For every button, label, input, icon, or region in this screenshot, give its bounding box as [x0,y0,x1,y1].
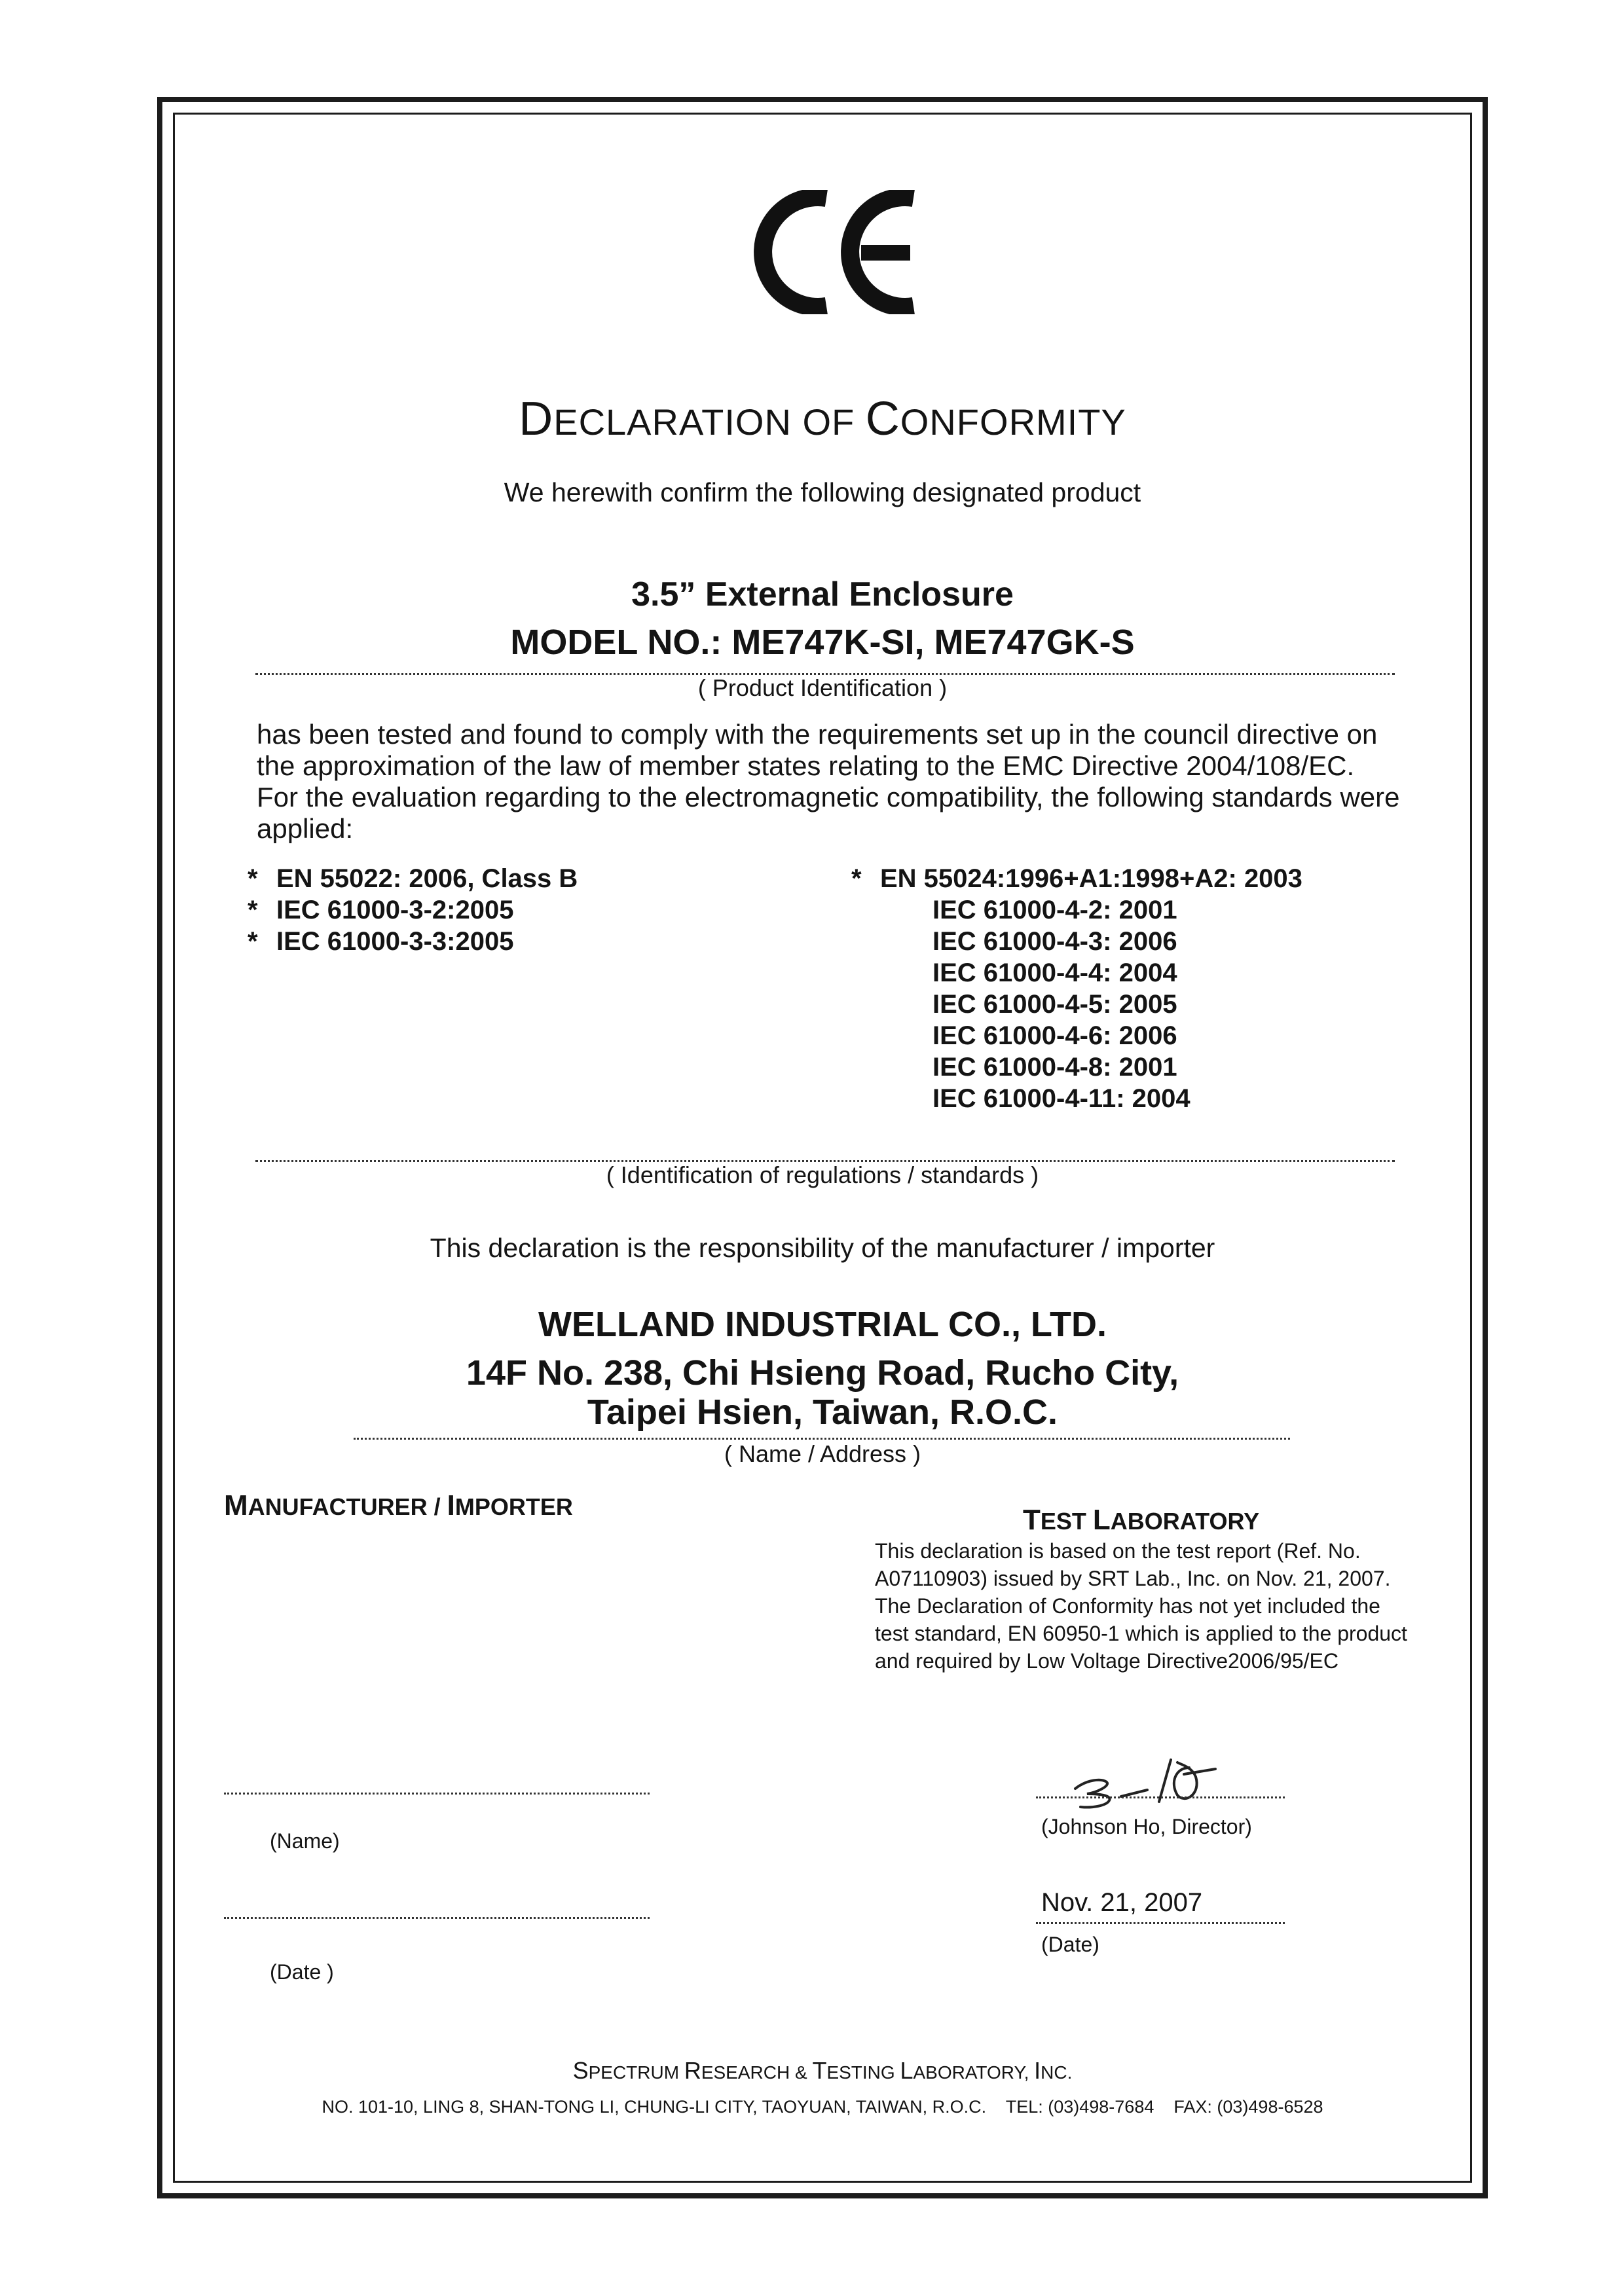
director-signature-line [1036,1796,1285,1798]
ce-mark-icon [753,190,923,314]
director-name: (Johnson Ho, Director) [1041,1815,1252,1838]
standards-right-list [851,863,1302,1114]
director-signature [1061,1748,1244,1813]
date-signature-line [224,1917,650,1919]
compliance-paragraph [257,719,1422,843]
statement-line: test standard, EN 60950-1 which is applied to the product [875,1622,1407,1645]
standard-item: * EN 55024:1996+A1:1998+A2: 2003 [851,864,1302,893]
standard-item: IEC 61000-4-4: 2004 [932,958,1177,987]
standard-item: * EN 55022: 2006, Class B [248,864,578,893]
statement-line: A07110903) issued by SRT Lab., Inc. on Nov. 21, 2007. [875,1567,1391,1590]
manufacturer-address-line1: 14F No. 238, Chi Hsieng Road, Rucho City, [466,1353,1179,1393]
compliance-line: has been tested and found to comply with the requirements set up in the council directive on [257,719,1378,750]
document-title: DECLARATION OF CONFORMITY [519,393,1126,445]
manufacturer-address-line2: Taipei Hsien, Taiwan, R.O.C. [587,1393,1058,1432]
intro-text: We herewith confirm the following designated product [504,477,1141,507]
standards-left-list [248,863,578,957]
footer-lab-name: SPECTRUM RESEARCH & TESTING LABORATORY, INC. [572,2057,1073,2084]
manufacturer-name: WELLAND INDUSTRIAL CO., LTD. [538,1305,1107,1344]
test-laboratory-heading: TEST LABORATORY [1023,1504,1260,1536]
manufacturer-importer-heading: MANUFACTURER / IMPORTER [224,1489,573,1522]
name-label: (Name) [270,1829,340,1853]
standard-item: * IEC 61000-3-2:2005 [248,896,514,924]
test-report-statement [875,1537,1464,1675]
test-lab-date: Nov. 21, 2007 [1041,1888,1203,1917]
footer-tel: TEL: (03)498-7684 [1005,2097,1154,2117]
statement-line: The Declaration of Conformity has not yet included the [875,1594,1380,1618]
test-lab-date-line [1036,1922,1285,1924]
footer-fax: FAX: (03)498-6528 [1173,2097,1323,2117]
standard-item: * IEC 61000-3-3:2005 [248,927,514,956]
name-signature-line [224,1793,650,1795]
compliance-line: the approximation of the law of member states relating to the EMC Directive 2004/108/EC. [257,750,1355,781]
statement-line: and required by Low Voltage Directive2006/95/EC [875,1649,1338,1673]
compliance-line: For the evaluation regarding to the electromagnetic compatibility, the following standards were [257,782,1400,812]
standard-item: IEC 61000-4-8: 2001 [932,1053,1177,1082]
date-label: (Date ) [270,1960,334,1984]
product-name: 3.5” External Enclosure [631,575,1014,613]
standards-caption: ( Identification of regulations / standards ) [606,1161,1039,1188]
responsibility-text: This declaration is the responsibility of the manufacturer / importer [430,1233,1215,1263]
manufacturer-underline [354,1438,1290,1440]
standard-item: IEC 61000-4-2: 2001 [932,896,1177,924]
compliance-line: applied: [257,813,354,843]
standard-item: IEC 61000-4-3: 2006 [932,927,1177,956]
product-caption: ( Product Identification ) [697,674,948,701]
standard-item: IEC 61000-4-6: 2006 [932,1021,1177,1050]
standard-item: IEC 61000-4-5: 2005 [932,990,1177,1019]
test-lab-date-label: (Date) [1041,1933,1099,1956]
footer-contact [173,2095,1472,2119]
statement-line: This declaration is based on the test report (Ref. No. [875,1539,1361,1563]
model-number: MODEL NO.: ME747K-SI, ME747GK-S [510,623,1135,662]
standard-item: IEC 61000-4-11: 2004 [932,1084,1190,1113]
manufacturer-caption: ( Name / Address ) [724,1440,921,1467]
footer-address: NO. 101-10, LING 8, SHAN-TONG LI, CHUNG-LI CITY, TAOYUAN, TAIWAN, R.O.C. [322,2097,987,2117]
